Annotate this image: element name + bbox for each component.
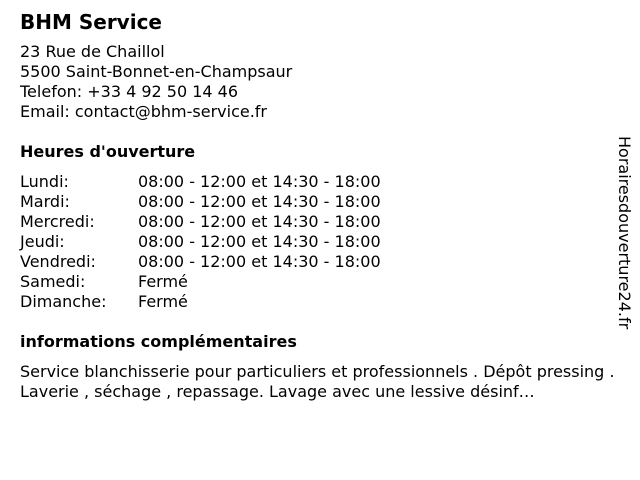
contact-block [20,42,616,122]
site-watermark: Horairesdouverture24.fr [615,136,634,330]
hours-day: Jeudi: [20,232,65,251]
hours-time: 08:00 - 12:00 et 14:30 - 18:00 [138,252,381,271]
hours-time: 08:00 - 12:00 et 14:30 - 18:00 [138,212,381,231]
email-address: Email: contact@bhm-service.fr [20,102,268,121]
hours-day: Mardi: [20,192,70,211]
hours-day: Lundi: [20,172,69,191]
additional-info-title: informations complémentaires [20,332,297,351]
hours-day: Samedi: [20,272,86,291]
hours-row-saturday [20,272,616,292]
additional-info-text: Service blanchisserie pour particuliers et professionnels . Dépôt pressing . Laverie , séchage , repassage. Lavage avec une lessive désinf… [20,362,615,401]
hours-row-monday [20,172,616,192]
hours-time: 08:00 - 12:00 et 14:30 - 18:00 [138,192,381,211]
hours-row-friday [20,252,616,272]
hours-row-tuesday [20,192,616,212]
hours-row-thursday [20,232,616,252]
hours-day: Vendredi: [20,252,96,271]
hours-day: Dimanche: [20,292,107,311]
phone-number: Telefon: +33 4 92 50 14 46 [20,82,239,101]
hours-time: Fermé [138,292,188,311]
hours-time: 08:00 - 12:00 et 14:30 - 18:00 [138,172,381,191]
address-line-2: 5500 Saint-Bonnet-en-Champsaur [20,62,293,81]
opening-hours-table [20,172,616,312]
hours-day: Mercredi: [20,212,95,231]
hours-time: 08:00 - 12:00 et 14:30 - 18:00 [138,232,381,251]
hours-row-wednesday [20,212,616,232]
business-name: BHM Service [20,10,162,34]
hours-time: Fermé [138,272,188,291]
address-line-1: 23 Rue de Chaillol [20,42,165,61]
hours-row-sunday [20,292,616,312]
business-card [20,10,616,402]
opening-hours-title: Heures d'ouverture [20,142,196,161]
